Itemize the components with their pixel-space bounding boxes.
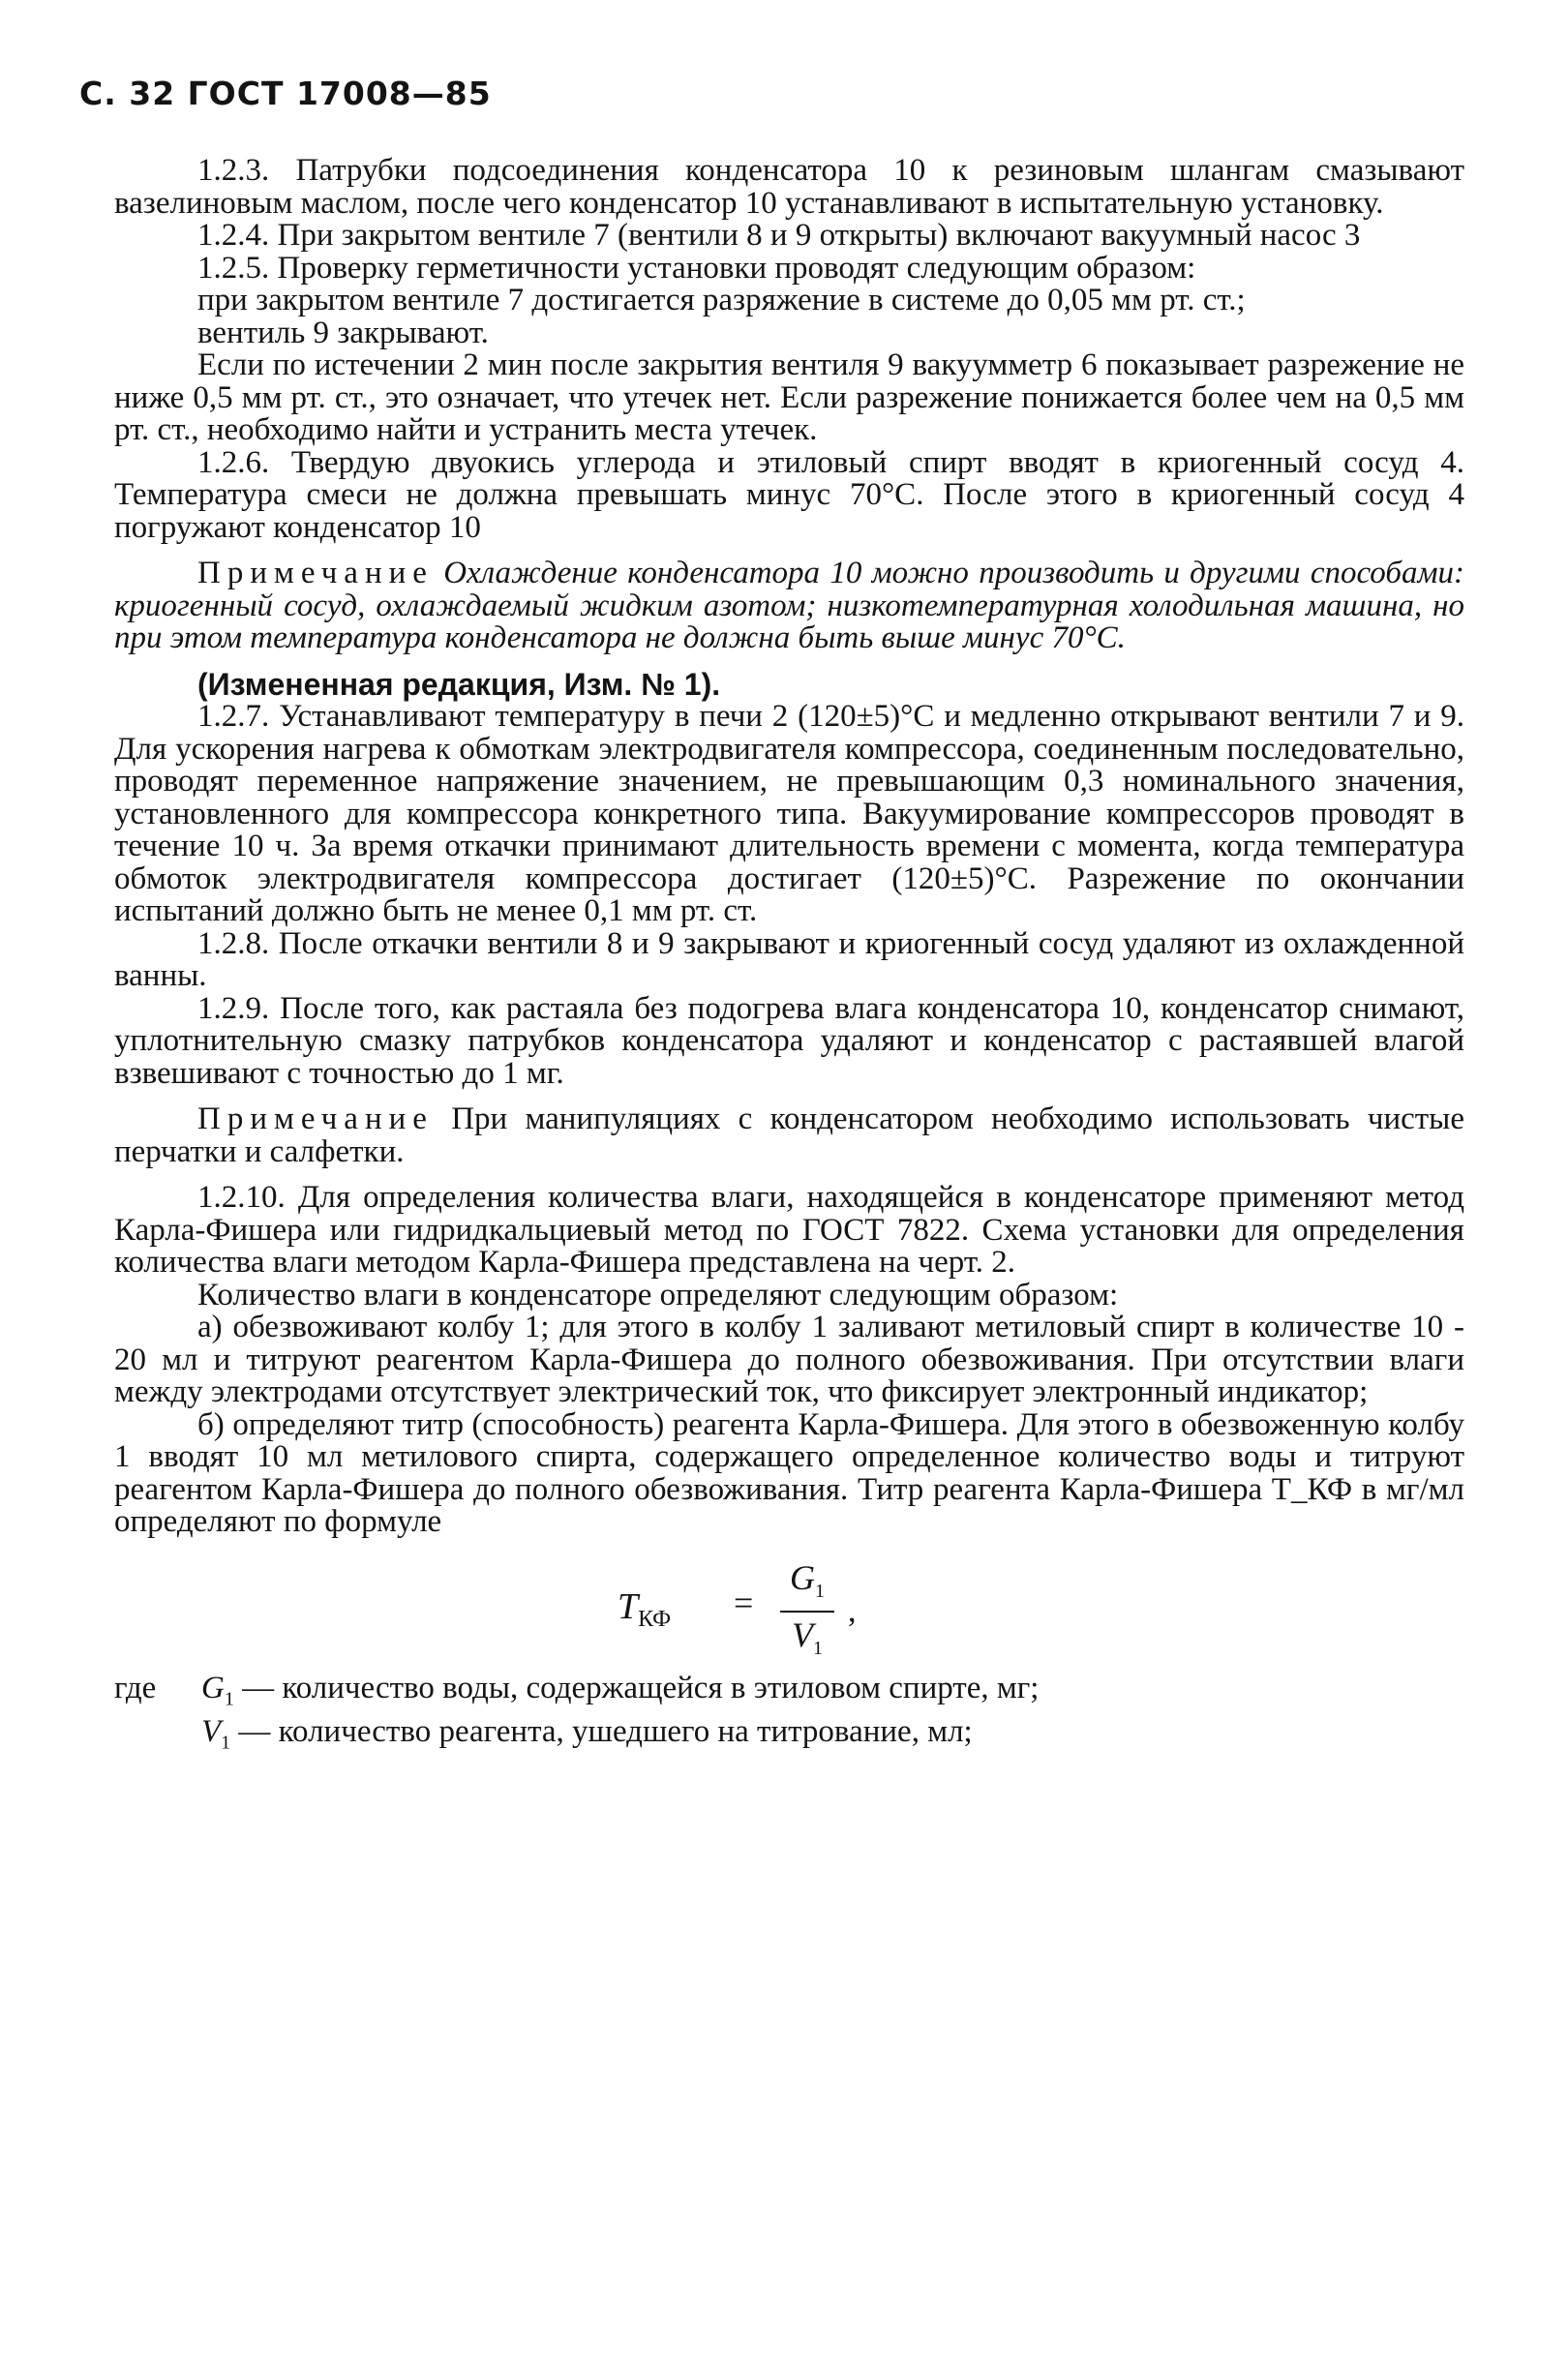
clause-1-2-5-check: Если по истечении 2 мин после закрытия вентиля 9 вакуумметр 6 показывает разрежение не ниже 0,5 мм рт. ст., это означает, что утечек нет. Если разрежение понижается более чем на 0,5 мм рт. ст., необходимо найти и устранить места утечек. [114,347,1464,447]
note-2-text: При манипуляциях с конденсатором необходимо использовать чистые перчатки и салфетки. [114,1101,1464,1169]
definition-text: — количество реагента, ушедшего на титрование, мл; [238,1713,973,1749]
definition-lead: где [114,1670,157,1705]
definition-symbol-sub: 1 [221,1732,231,1754]
formula-numerator-symbol: G [790,1557,815,1597]
document-body [114,155,1464,1760]
definition-lead [114,1716,201,1760]
formula-lhs-symbol: T [618,1585,639,1627]
clause-1-2-9: 1.2.9. После того, как растаяла без подогрева влага конденсатора 10, конденсатор снимают, уплотнительную смазку патрубков конденсатора удаляют и конденсатор с растаявшей влагой взвешивают с точностью до 1 мг. [114,990,1464,1091]
definition-symbol-sub: 1 [224,1688,234,1710]
clause-1-2-7: 1.2.7. Устанавливают температуру в печи 2 (120±5)°С и медленно открывают вентили 7 и 9. Для ускорения нагрева к обмоткам электродвигателя компрессора, соединенным последовательно, проводят переменное напряжение значением, не превышающим 0,3 номинального значения, установленного для компрессора конкретного типа. Вакуумирование компрессоров проводят в течение 10 ч. За время откачки принимают длительность времени с момента, когда температура обмоток электродвигателя компрессора достигает (120±5)°С. Разрежение по окончании испытаний должно быть не менее 0,1 мм рт. ст. [114,699,1464,928]
formula-definitions [114,1670,1464,1760]
changed-edition-mark: (Измененная редакция, Изм. № 1). [197,666,721,702]
clause-1-2-10-step-b: б) определяют титр (способность) реагента Карла-Фишера. Для этого в обезвоженную колбу 1 вводят 10 мл метилового спирта, содержащего определенное количество воды и титруют реагентом Карла-Фишера до полного обезвоживания. Титр реагента Карла-Фишера Т_КФ в мг/мл определяют по формуле [114,1406,1464,1539]
note-2-label: Примечание [197,1101,434,1136]
note-1-text: Охлаждение конденсатора 10 можно производить и другими способами: криогенный сосуд, охлаждаемый жидким азотом; низкотемпературная холодильная машина, но при этом температура конденсатора не должна быть выше минус 70°С. [114,556,1464,655]
definition-text: — количество воды, содержащейся в этиловом спирте, мг; [242,1670,1040,1705]
formula-lhs [618,1585,672,1637]
clause-1-2-10-step-a: а) обезвоживают колбу 1; для этого в колбу 1 заливают метиловый спирт в количестве 10 - 20 мл и титруют реагентом Карла-Фишера до полного обезвоживания. При отсутствии влаги между электродами отсутствует электрический ток, что фиксирует электронный индикатор; [114,1310,1464,1409]
definition-symbol [201,1713,231,1760]
clause-1-2-5: 1.2.5. Проверку герметичности установки проводят следующим образом: [197,250,1196,286]
clause-1-2-3: 1.2.3. Патрубки подсоединения конденсатора 10 к резиновым шлангам смазывают вазелиновым маслом, после чего конденсатор 10 устанавливают в испытательную установку. [114,153,1464,221]
clause-1-2-10: 1.2.10. Для определения количества влаги, находящейся в конденсаторе применяют метод Карла-Фишера или гидридкальциевый метод по ГОСТ 7822. Схема установки для определения количества влаги методом Карла-Фишера представлена на черт. 2. [114,1180,1464,1280]
note-1-label: Примечание [197,556,434,590]
definition-symbol [201,1670,234,1716]
clause-1-2-10-intro: Количество влаги в конденсаторе определяют следующим образом: [197,1277,1119,1312]
formula-lhs-subscript: КФ [638,1606,672,1632]
titer-formula [114,1556,1464,1663]
formula-denominator-symbol: V [792,1614,813,1654]
clause-1-2-5-step-b: вентиль 9 закрывают. [197,315,489,350]
formula-numerator-subscript: 1 [815,1580,825,1602]
formula-fraction [780,1558,834,1671]
formula-denominator [780,1613,834,1671]
note-2 [114,1103,1464,1168]
definition-g1 [114,1670,1464,1716]
definition-symbol-letter: V [201,1713,222,1749]
note-1 [114,558,1464,655]
clause-1-2-5-step-a: при закрытом вентиле 7 достигается разряжение в системе до 0,05 мм рт. ст.; [197,283,1246,317]
definition-v1 [114,1713,1464,1760]
definition-symbol-letter: G [201,1670,225,1705]
formula-equals: = [734,1583,754,1622]
formula-numerator [780,1558,834,1613]
clause-1-2-4: 1.2.4. При закрытом вентиле 7 (вентили 8 и 9 открыты) включают вакуумный насос 3 [197,218,1361,253]
page-header: С. 32 ГОСТ 17008—85 [79,75,492,112]
clause-1-2-8: 1.2.8. После откачки вентили 8 и 9 закрывают и криогенный сосуд удаляют из охлажденной ванны. [114,925,1464,993]
formula-comma: , [848,1592,857,1629]
formula-denominator-subscript: 1 [813,1637,823,1659]
clause-1-2-6: 1.2.6. Твердую двуокись углерода и этиловый спирт вводят в криогенный сосуд 4. Температура смеси не должна превышать минус 70°С. После этого в криогенный сосуд 4 погружают конденсатор 10 [114,444,1464,545]
